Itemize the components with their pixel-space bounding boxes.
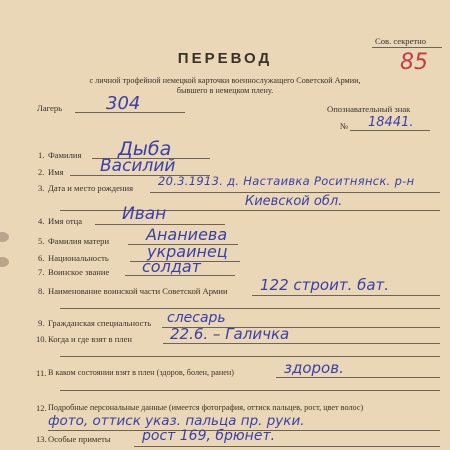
field-value-nationality: украинец: [147, 242, 228, 261]
field-value-birth-region: Киевской обл.: [245, 194, 343, 209]
field-value-captured: 22.6. – Галичка: [170, 325, 290, 343]
divider: [125, 275, 235, 276]
tag-prefix: №: [340, 121, 349, 131]
field-number: 12.: [36, 403, 47, 413]
field-label-unit: Наименование воинской части Советской Армии: [48, 286, 228, 296]
field-value-civil-specialty: слесарь: [167, 310, 226, 326]
document-subtitle-2: бывшего в немецком плену.: [176, 86, 274, 95]
field-value-personal-data: фото, оттиск указ. пальца пр. руки.: [48, 413, 305, 429]
tag-label: Опознавательный знак: [327, 104, 411, 114]
divider: [163, 343, 440, 344]
field-value-features: рост 169, брюнет.: [142, 428, 276, 444]
binder-hole: [0, 257, 9, 267]
divider: [276, 377, 440, 378]
field-label-condition: В каком состоянии взят в плен (здоров, болен, ранен): [48, 368, 235, 377]
secrecy-stamp: Сов. секретно: [375, 36, 427, 46]
camp-label: Лагерь: [37, 103, 63, 113]
field-value-father: Иван: [122, 204, 167, 224]
field-label-father: Имя отца: [48, 216, 83, 226]
divider: [60, 356, 440, 357]
field-value-rank: солдат: [142, 257, 201, 276]
divider: [60, 210, 440, 211]
field-value-birth: 20.3.1913. д. Настаивка Роситнянск. р-н: [158, 174, 415, 188]
divider: [134, 446, 440, 447]
field-number: 8.: [38, 286, 45, 296]
field-number: 2.: [38, 167, 45, 177]
divider: [150, 192, 440, 193]
document-subtitle-1: с личной трофейной немецкой карточки военнослужащего Советской Армии,: [89, 76, 361, 85]
field-number: 13.: [36, 434, 47, 444]
field-value-unit: 122 строит. бат.: [260, 276, 390, 294]
field-label-features: Особые приметы: [48, 434, 111, 444]
field-number: 6.: [38, 253, 45, 263]
field-value-surname: Дыба: [118, 138, 172, 160]
field-number: 1.: [38, 150, 45, 160]
camp-value: 304: [106, 93, 141, 114]
field-label-surname: Фамилия: [48, 150, 82, 160]
document-title: ПЕРЕВОД: [177, 50, 273, 67]
divider: [60, 390, 440, 391]
handwritten-number: 85: [400, 50, 428, 75]
field-label-rank: Воинское звание: [48, 267, 110, 277]
field-number: 11.: [36, 368, 47, 378]
binder-hole: [0, 232, 9, 242]
field-label-mother: Фамилия матери: [48, 236, 110, 246]
divider: [252, 295, 440, 296]
field-label-personal-data: Подробные персональные данные (имеется фотография, оттиск пальцев, рост, цвет волос): [48, 403, 364, 412]
field-label-nationality: Национальность: [48, 253, 109, 263]
divider: [75, 112, 185, 113]
field-value-mother: Ананиева: [146, 225, 228, 244]
divider: [350, 130, 430, 131]
field-value-name: Василий: [100, 156, 176, 176]
field-number: 7.: [38, 267, 45, 277]
field-label-civil-specialty: Гражданская специальность: [48, 318, 152, 328]
field-number: 4.: [38, 216, 45, 226]
field-value-condition: здоров.: [284, 359, 344, 377]
field-label-name: Имя: [48, 167, 64, 177]
field-label-captured: Когда и где взят в плен: [48, 334, 133, 344]
field-number: 3.: [38, 183, 45, 193]
field-number: 10.: [36, 334, 47, 344]
field-number: 9.: [38, 318, 45, 328]
divider: [372, 47, 442, 48]
field-label-birth: Дата и место рождения: [48, 183, 134, 193]
tag-value: 18441.: [368, 115, 414, 130]
field-number: 5.: [38, 236, 45, 246]
divider: [60, 308, 440, 309]
